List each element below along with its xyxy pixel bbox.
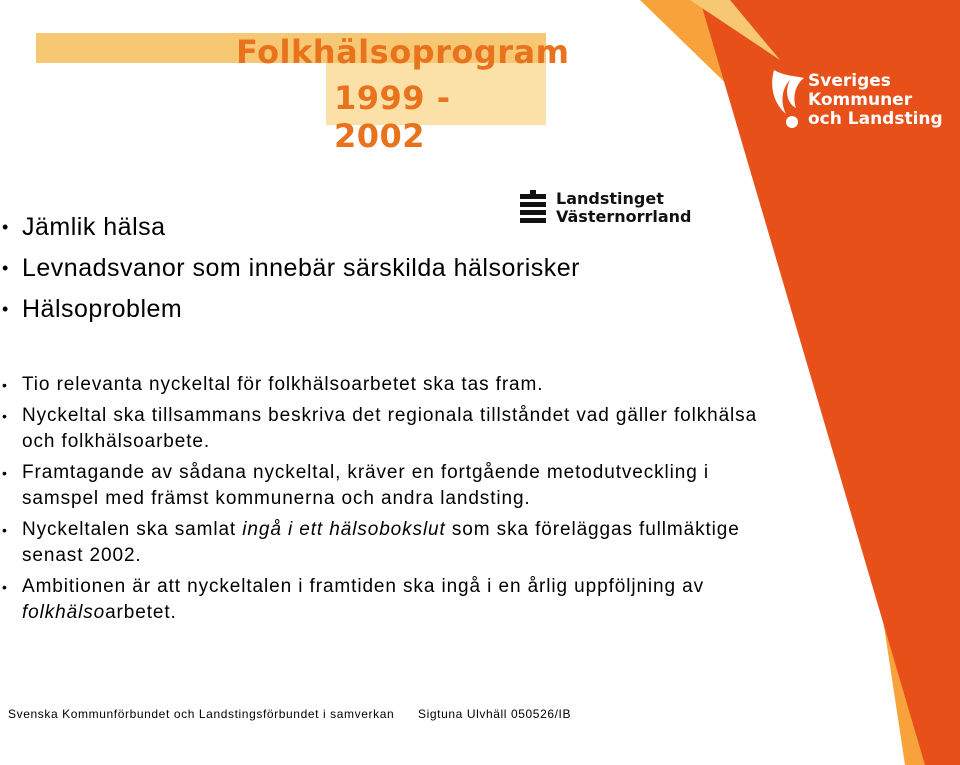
program-title-banner xyxy=(36,33,570,155)
bullet-text-italic: folkhälso xyxy=(22,602,106,623)
detail-bullet-item xyxy=(0,460,760,512)
skl-logo-text xyxy=(808,72,943,129)
bullet-text: arbetet. xyxy=(105,602,177,623)
detail-bullet-item xyxy=(0,403,760,455)
bullet-text: Nyckeltal ska tillsammans beskriva det regionala tillståndet vad gäller folkhälsa och folkhälsoarbete. xyxy=(22,405,758,452)
detail-bullet-item xyxy=(0,372,760,398)
bullet-text: Tio relevanta nyckeltal för folkhälsoarbetet ska tas fram. xyxy=(22,374,544,395)
detail-bullet-item xyxy=(0,517,760,569)
main-bullet-item: • Jämlik hälsa xyxy=(0,212,580,253)
landstinget-line-1: Landstinget xyxy=(556,189,664,208)
title-line-1: Folkhälsoprogram xyxy=(236,33,570,71)
main-bullet-item: • Levnadsvanor som innebär särskilda hälsorisker xyxy=(0,253,580,294)
title-line-2: 1999 - 2002 xyxy=(334,79,451,155)
bullet-text: Nyckeltalen ska samlat xyxy=(22,519,243,540)
bullet-text: Ambitionen är att nyckeltalen i framtiden ska ingå i en årlig uppföljning av xyxy=(22,576,705,597)
bullet-text: som ska föreläggas fullmäktige senast 2002. xyxy=(22,519,740,566)
main-bullet-list xyxy=(0,212,580,335)
detail-bullet-item xyxy=(0,574,760,626)
footer-organization: Svenska Kommunförbundet och Landstingsförbundet i samverkan xyxy=(8,707,395,721)
skl-line-1: Sveriges xyxy=(808,71,891,91)
bullet-text: Framtagande av sådana nyckeltal, kräver en fortgående metodutveckling i samspel med främst kommunerna och andra landsting. xyxy=(22,462,710,509)
skl-line-2: Kommuner xyxy=(808,90,913,110)
detail-bullet-list xyxy=(0,372,760,631)
bullet-text-italic: ingå i ett hälsobokslut xyxy=(242,519,446,540)
skl-line-3: och Landsting xyxy=(808,109,943,129)
main-bullet-item: • Hälsoproblem xyxy=(0,294,580,335)
footer-author-date: Sigtuna Ulvhäll 050526/IB xyxy=(418,707,572,721)
landstinget-line-2: Västernorrland xyxy=(556,207,692,226)
